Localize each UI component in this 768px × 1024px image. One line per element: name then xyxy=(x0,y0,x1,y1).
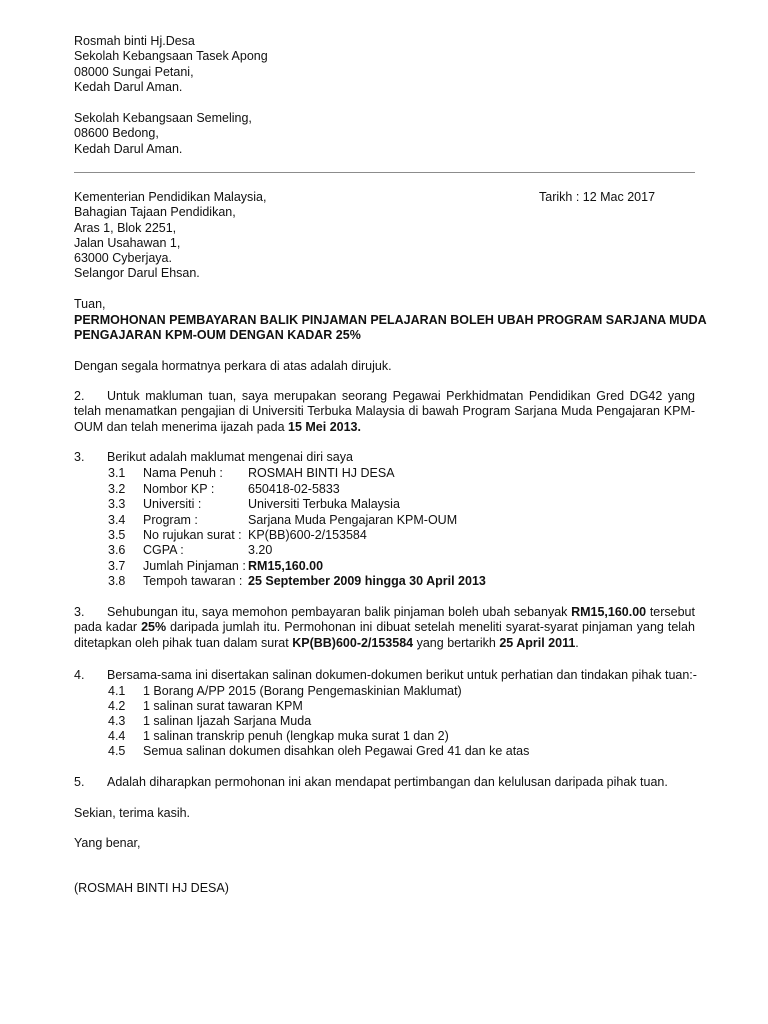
recipient-line6: Selangor Darul Ehsan. xyxy=(74,266,200,281)
closing-remark: Sekian, terima kasih. xyxy=(74,806,191,820)
signature-name: (ROSMAH BINTI HJ DESA) xyxy=(74,881,229,895)
enclosure-number: 4.4 xyxy=(108,729,126,743)
paragraph-3-number: 3. xyxy=(74,450,85,464)
detail-number: 3.7 xyxy=(108,559,126,573)
subject-line1: PERMOHONAN PEMBAYARAN BALIK PINJAMAN PELAJARAN BOLEH UBAH PROGRAM SARJANA MUDA xyxy=(74,313,707,327)
opening-statement: Dengan segala hormatnya perkara di atas adalah dirujuk. xyxy=(74,359,392,373)
detail-value: KP(BB)600-2/153584 xyxy=(248,528,367,542)
loan-rate: 25% xyxy=(141,620,167,635)
detail-number: 3.1 xyxy=(108,466,126,480)
sender-alt-address xyxy=(74,111,252,157)
paragraph-4-number: 4. xyxy=(74,668,85,682)
enclosure-text: 1 salinan surat tawaran KPM xyxy=(143,699,303,713)
detail-value: Sarjana Muda Pengajaran KPM-OUM xyxy=(248,513,458,527)
detail-number: 3.3 xyxy=(108,497,126,511)
sender-alt-postcode-city: 08600 Bedong, xyxy=(74,126,159,141)
enclosure-number: 4.5 xyxy=(108,744,126,758)
detail-value: RM15,160.00 xyxy=(248,559,324,573)
detail-value: Universiti Terbuka Malaysia xyxy=(248,497,400,511)
sender-school: Sekolah Kebangsaan Tasek Apong xyxy=(74,49,268,64)
detail-label: Nombor KP : xyxy=(143,482,215,496)
enclosure-text: 1 Borang A/PP 2015 (Borang Pengemaskinian Maklumat) xyxy=(143,684,462,698)
recipient-address xyxy=(74,190,266,282)
letter-date: Tarikh : 12 Mac 2017 xyxy=(539,190,656,204)
enclosure-text: Semua salinan dokumen disahkan oleh Pegawai Gred 41 dan ke atas xyxy=(143,744,530,758)
recipient-line5: 63000 Cyberjaya. xyxy=(74,251,172,266)
sender-state: Kedah Darul Aman. xyxy=(74,79,183,94)
paragraph-3b-text-2: tersebut pada kadar xyxy=(74,605,695,635)
paragraph-5-text: Adalah diharapkan permohonan ini akan mendapat pertimbangan dan kelulusan daripada pihak tuan. xyxy=(107,775,668,789)
subject-line2: PENGAJARAN KPM-OUM DENGAN KADAR 25% xyxy=(74,328,361,343)
paragraph-5-number: 5. xyxy=(74,775,85,789)
reference-date: 25 April 2011 xyxy=(499,635,576,650)
sender-postcode-city: 08000 Sungai Petani, xyxy=(74,64,194,79)
recipient-line1: Kementerian Pendidikan Malaysia, xyxy=(74,190,267,204)
paragraph-3b-number: 3. xyxy=(74,605,85,619)
recipient-line4: Jalan Usahawan 1, xyxy=(74,235,181,250)
sender-address xyxy=(74,34,268,95)
detail-number: 3.5 xyxy=(108,528,126,542)
enclosure-text: 1 salinan Ijazah Sarjana Muda xyxy=(143,714,312,728)
detail-value: ROSMAH BINTI HJ DESA xyxy=(248,466,395,480)
recipient-line2: Bahagian Tajaan Pendidikan, xyxy=(74,205,236,220)
paragraph-3b xyxy=(74,605,695,651)
graduation-date: 15 Mei 2013. xyxy=(288,419,361,434)
detail-number: 3.6 xyxy=(108,543,126,557)
detail-label: Universiti : xyxy=(143,497,202,511)
sign-off: Yang benar, xyxy=(74,836,141,850)
paragraph-3-intro: Berikut adalah maklumat mengenai diri saya xyxy=(107,450,353,464)
header-divider xyxy=(74,172,695,173)
salutation: Tuan, xyxy=(74,297,106,311)
paragraph-2 xyxy=(74,389,695,435)
sender-alt-school: Sekolah Kebangsaan Semeling, xyxy=(74,111,252,125)
paragraph-3b-text-3: daripada jumlah itu. Permohonan ini dibuat setelah meneliti syarat-syarat pinjaman yang telah ditetapkan oleh pihak tuan dalam surat xyxy=(74,620,695,650)
recipient-line3: Aras 1, Blok 2251, xyxy=(74,220,177,235)
detail-value: 3.20 xyxy=(248,543,273,557)
detail-label: No rujukan surat : xyxy=(143,528,242,542)
sender-alt-state: Kedah Darul Aman. xyxy=(74,141,183,156)
detail-number: 3.4 xyxy=(108,513,126,527)
detail-number: 3.8 xyxy=(108,574,126,588)
detail-label: Jumlah Pinjaman : xyxy=(143,559,246,573)
detail-label: Program : xyxy=(143,513,198,527)
paragraph-3b-text-5: . xyxy=(575,635,579,650)
reference-number: KP(BB)600-2/153584 xyxy=(292,635,414,650)
detail-value: 25 September 2009 hingga 30 April 2013 xyxy=(248,574,486,588)
sender-name: Rosmah binti Hj.Desa xyxy=(74,34,195,48)
detail-label: CGPA : xyxy=(143,543,184,557)
subject xyxy=(74,313,707,344)
loan-amount: RM15,160.00 xyxy=(571,605,647,619)
enclosure-number: 4.3 xyxy=(108,714,126,728)
paragraph-4-intro: Bersama-sama ini disertakan salinan dokumen-dokumen berikut untuk perhatian dan tindakan pihak tuan:- xyxy=(107,668,697,682)
paragraph-2-number: 2. xyxy=(74,389,85,403)
paragraph-3b-text-4: yang bertarikh xyxy=(416,635,496,650)
detail-value: 650418-02-5833 xyxy=(248,482,340,496)
paragraph-2-text: Untuk makluman tuan, saya merupakan seorang Pegawai Perkhidmatan Pendidikan Gred DG42 yang telah menamatkan pengajian di Universiti Terbuka Malaysia di bawah Program Sarjana Muda Pengajaran KPM-OUM dan telah menerima ijazah pada xyxy=(74,389,695,434)
enclosure-number: 4.1 xyxy=(108,684,126,698)
detail-label: Nama Penuh : xyxy=(143,466,223,480)
enclosure-text: 1 salinan transkrip penuh (lengkap muka surat 1 dan 2) xyxy=(143,729,449,743)
detail-number: 3.2 xyxy=(108,482,126,496)
detail-label: Tempoh tawaran : xyxy=(143,574,243,588)
paragraph-3b-text-1: Sehubungan itu, saya memohon pembayaran balik pinjaman boleh ubah sebanyak xyxy=(107,605,568,619)
enclosure-number: 4.2 xyxy=(108,699,126,713)
